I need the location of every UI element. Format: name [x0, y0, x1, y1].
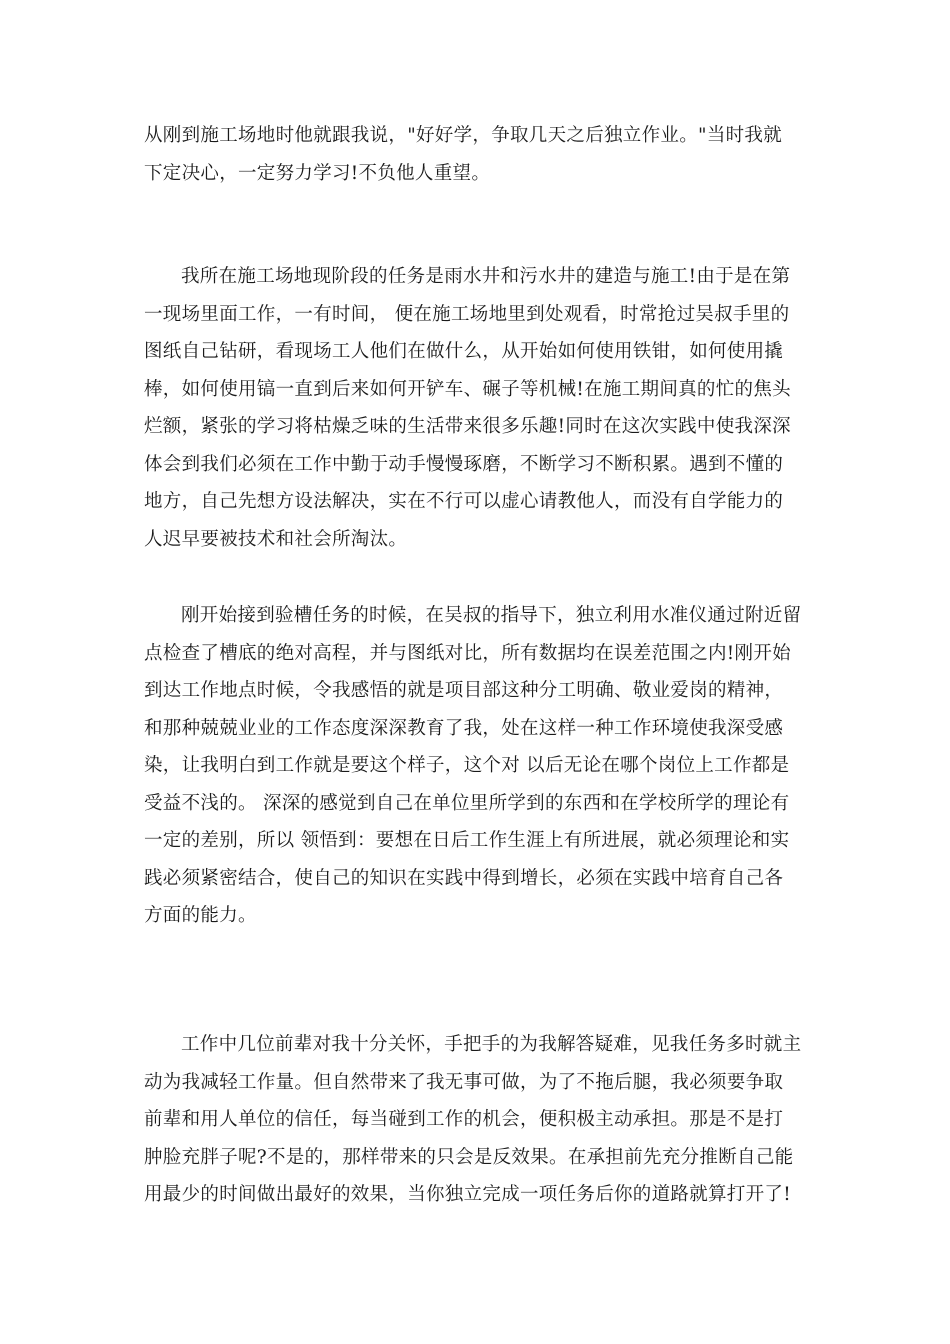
text-line: 一定的差别，所以 领悟到：要想在日后工作生涯上有所进展，就必须理论和实 — [144, 830, 790, 851]
text-line: 到达工作地点时候，令我感悟的就是项目部这种分工明确、敬业爱岗的精神， — [144, 680, 784, 701]
text-line: 点检查了槽底的绝对高程，并与图纸对比，所有数据均在误差范围之内!刚开始 — [144, 642, 791, 664]
text-line: 人迟早要被技术和社会所淘汰。 — [144, 528, 408, 550]
text-line: 棒，如何使用镐一直到后来如何开铲车、碾子等机械!在施工期间真的忙的焦头 — [144, 378, 791, 400]
text-line: 肿脸充胖子呢?不是的，那样带来的只会是反效果。在承担前先充分推断自己能 — [144, 1146, 794, 1168]
text-line: 用最少的时间做出最好的效果，当你独立完成一项任务后你的道路就算打开了! — [144, 1184, 791, 1205]
text-line: 染，让我明白到工作就是要这个样子，这个对 以后无论在哪个岗位上工作都是 — [144, 755, 790, 776]
paragraph-1 — [144, 117, 814, 192]
text-line: 和那种兢兢业业的工作态度深深教育了我，处在这样一种工作环境使我深受感 — [144, 717, 784, 739]
text-line: 体会到我们必须在工作中勤于动手慢慢琢磨，不断学习不断积累。遇到不懂的 — [144, 453, 784, 475]
text-line: 践必须紧密结合，使自己的知识在实践中得到增长，必须在实践中培育自己各 — [144, 867, 784, 889]
text-line: 图纸自己钻研，看现场工人他们在做什么，从开始如何使用铁钳，如何使用撬 — [144, 341, 784, 362]
paragraph-2 — [144, 258, 814, 558]
text-line: 从刚到施工场地时他就跟我说，"好好学，争取几天之后独立作业。"当时我就 — [144, 125, 783, 146]
paragraph-3 — [144, 597, 814, 935]
paragraph-4 — [144, 1026, 814, 1214]
text-line: 我所在施工场地现阶段的任务是雨水井和污水井的建造与施工!由于是在第 — [181, 266, 791, 287]
text-line: 一现场里面工作，一有时间， 便在施工场地里到处观看，时常抢过吴叔手里的 — [144, 303, 790, 325]
text-line: 烂额，紧张的学习将枯燥乏味的生活带来很多乐趣!同时在这次实践中使我深深 — [144, 416, 791, 437]
text-line: 地方，自己先想方设法解决，实在不行可以虚心请教他人，而没有自学能力的 — [144, 491, 784, 512]
text-line: 工作中几位前辈对我十分关怀，手把手的为我解答疑难，见我任务多时就主 — [181, 1034, 802, 1055]
text-line: 方面的能力。 — [144, 905, 257, 926]
text-line: 受益不浅的。 深深的感觉到自己在单位里所学到的东西和在学校所学的理论有 — [144, 792, 790, 814]
text-line: 刚开始接到验槽任务的时候，在吴叔的指导下，独立利用水准仪通过附近留 — [181, 605, 802, 626]
text-line: 下定决心，一定努力学习!不负他人重望。 — [144, 162, 491, 184]
text-line: 动为我减轻工作量。但自然带来了我无事可做，为了不拖后腿，我必须要争取 — [144, 1071, 784, 1093]
text-line: 前辈和用人单位的信任，每当碰到工作的机会，便积极主动承担。那是不是打 — [144, 1109, 784, 1130]
